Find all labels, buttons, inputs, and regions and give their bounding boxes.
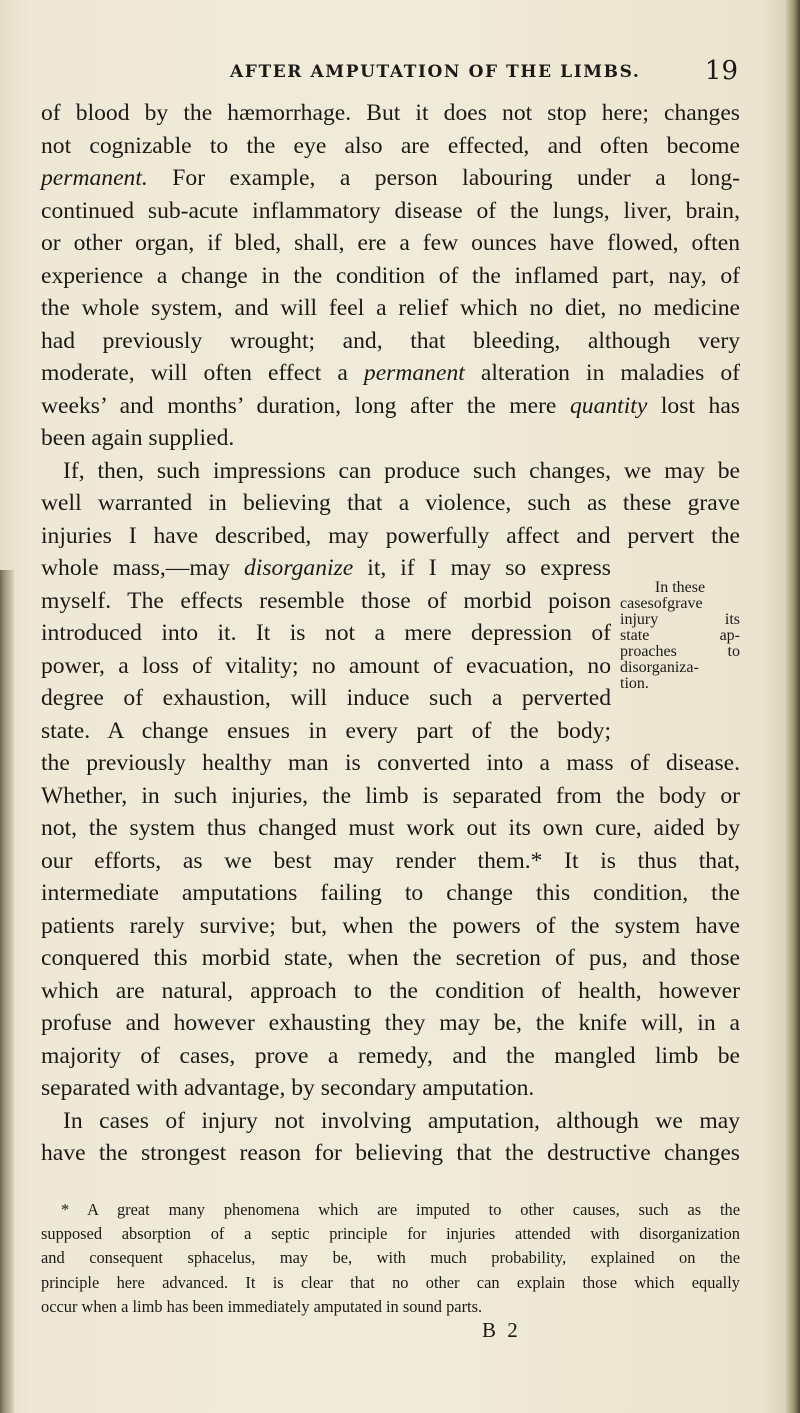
running-title: AFTER AMPUTATION OF THE LIMBS. [230, 62, 641, 82]
text-line: conquered this morbid state, when the secretion of pus, and those [41, 945, 740, 971]
sidenote-line: injury its [620, 611, 740, 628]
text-line: introduced into it. It is not a mere depression of [41, 620, 611, 646]
text-line: not cognizable to the eye also are effected, and often become [41, 132, 740, 159]
text-line: myself. The effects resemble those of morbid poison [41, 587, 611, 614]
page-right-edge-shadow [784, 0, 800, 1413]
page-number: 19 [704, 56, 738, 86]
footnote-line: supposed absorption of a septic principle for injuries attended with disorganization [41, 1224, 740, 1244]
text-line: whole mass,—may disorganize it, if I may so express [41, 555, 611, 581]
text-line: patients rarely survive; but, when the powers of the system have [41, 912, 740, 939]
text-line: profuse and however exhausting they may be, the knife will, in a [41, 1010, 740, 1036]
text-line: state. A change ensues in every part of the body; [41, 717, 611, 744]
text-line: intermediate amputations failing to change this condition, the [41, 880, 740, 906]
text-line: continued sub-acute inflammatory disease of the lungs, liver, brain, [41, 197, 740, 224]
signature-mark: B 2 [482, 1318, 521, 1342]
text-line: the whole system, and will feel a relief which no diet, no medicine [41, 295, 740, 321]
marginal-sidenote [620, 580, 740, 692]
text-line: not, the system thus changed must work out its own cure, aided by [41, 815, 740, 841]
text-line: had previously wrought; and, that bleeding, although very [41, 327, 740, 354]
text-line: experience a change in the condition of the inflamed part, nay, of [41, 262, 740, 289]
sidenote-line: casesofgrave [620, 595, 703, 612]
text-line: which are natural, approach to the condition of health, however [41, 977, 740, 1004]
sidenote-line: tion. [620, 675, 649, 692]
text-line: or other organ, if bled, shall, ere a few ounces have flowed, often [41, 230, 740, 256]
sidenote-line: proaches to [620, 643, 740, 660]
text-line: of blood by the hæmorrhage. But it does not stop here; changes [41, 100, 740, 126]
sidenote-line: In these [654, 579, 706, 596]
text-line: the previously healthy man is converted into a mass of disease. [41, 750, 740, 776]
footnote [41, 1198, 740, 1319]
text-line: been again supplied. [41, 425, 235, 451]
text-line: Whether, in such injuries, the limb is separated from the body or [41, 782, 740, 809]
text-line: weeks’ and months’ duration, long after the mere quantity lost has [41, 392, 740, 419]
text-line: have the strongest reason for believing that the destructive changes [41, 1140, 740, 1166]
text-line: degree of exhaustion, will induce such a perverted [41, 685, 611, 711]
text-line: moderate, will often effect a permanent alteration in maladies of [41, 360, 741, 386]
text-line: our efforts, as we best may render them.* It is thus that, [41, 847, 740, 874]
text-line: If, then, such impressions can produce such changes, we may be [63, 457, 740, 484]
sidenote-line: disorganiza- [620, 659, 699, 676]
text-line: In cases of injury not involving amputation, although we may [63, 1107, 740, 1134]
page-left-edge-shadow [0, 570, 14, 1413]
footnote-line: occur when a limb has been immediately amputated in sound parts. [41, 1296, 483, 1316]
footnote-line: * A great many phenomena which are imputed to other causes, such as the [61, 1200, 740, 1219]
text-line: permanent. For example, a person labouring under a long- [41, 165, 740, 191]
text-line: separated with advantage, by secondary amputation. [41, 1075, 535, 1101]
sidenote-line: state ap- [620, 627, 740, 644]
text-line: injuries I have described, may powerfully affect and pervert the [41, 522, 740, 549]
footnote-line: principle here advanced. It is clear that no other can explain those which equally [41, 1272, 740, 1292]
footnote-line: and consequent sphacelus, may be, with much probability, explained on the [41, 1248, 740, 1268]
text-line: majority of cases, prove a remedy, and the mangled limb be [41, 1042, 740, 1069]
text-line: well warranted in believing that a violence, such as these grave [41, 490, 740, 516]
text-line: power, a loss of vitality; no amount of evacuation, no [41, 652, 611, 679]
